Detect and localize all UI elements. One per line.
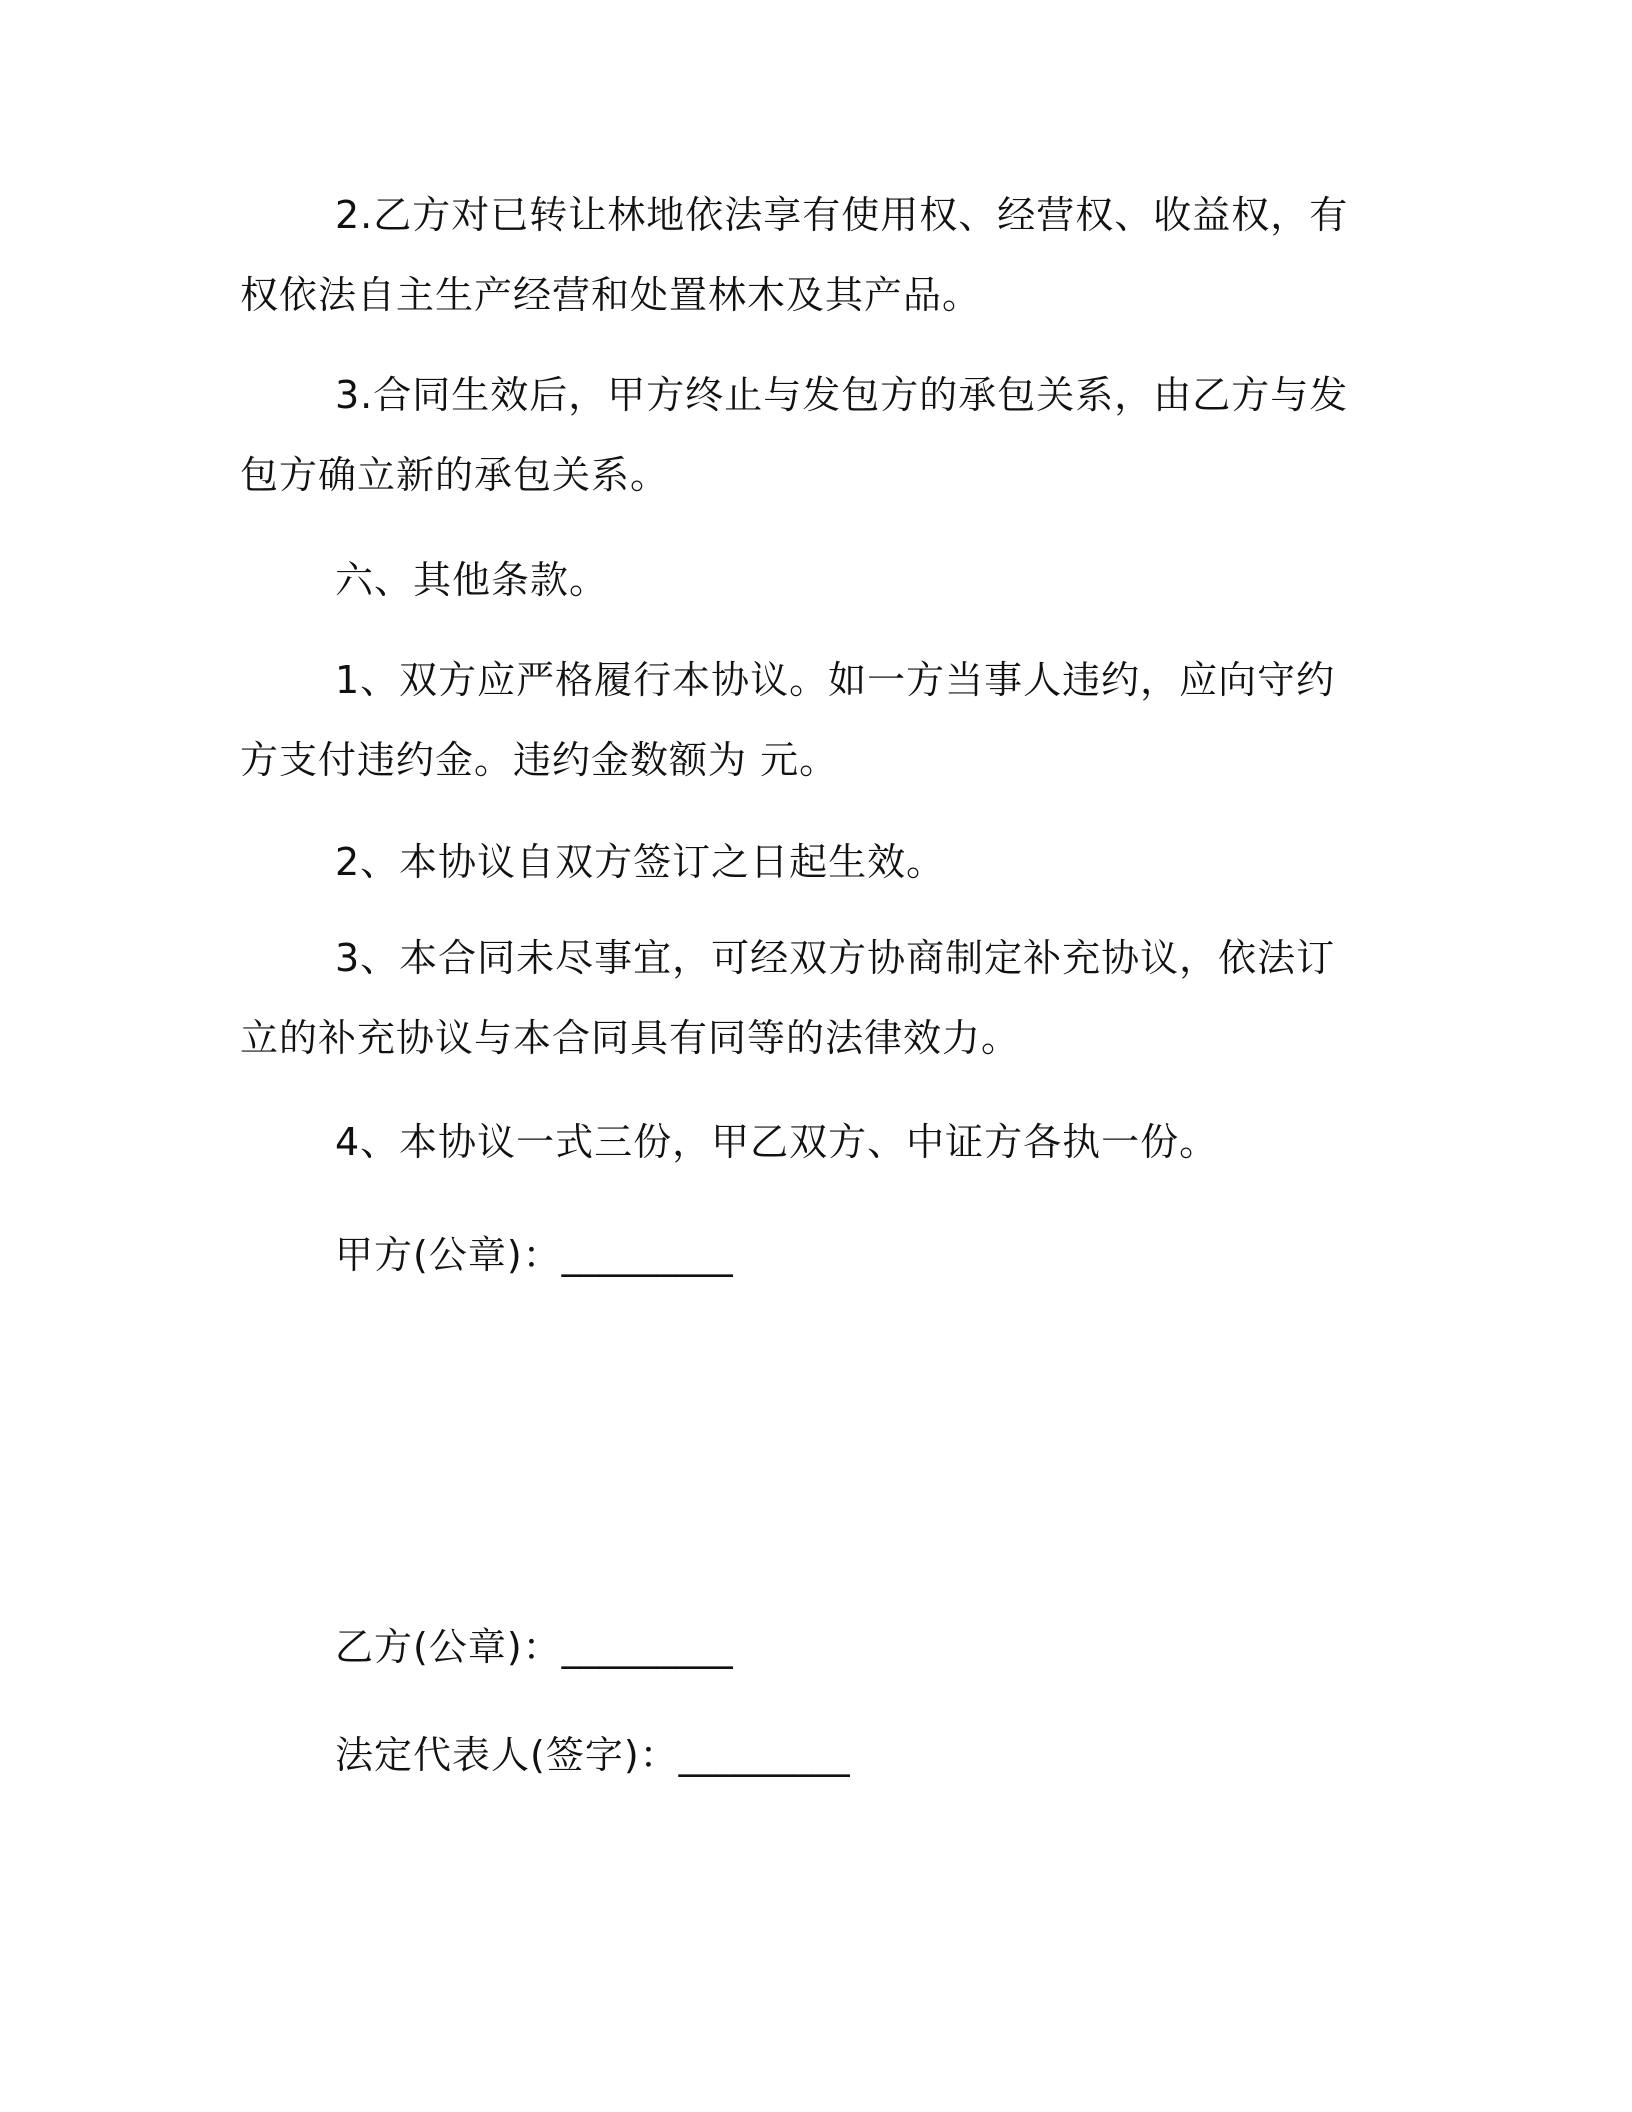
- clause-effective-date: 2、本协议自双方签订之日起生效。: [335, 840, 946, 884]
- section-heading-other-terms: 六、其他条款。: [335, 558, 609, 602]
- clause-transfer-rights: 2.乙方对已转让林地依法享有使用权、经营权、收益权，有权依法自主生产经营和处置林木及其产品。: [240, 193, 1349, 317]
- clause-copies: 4、本协议一式三份，甲乙双方、中证方各执一份。: [335, 1120, 1219, 1164]
- clause-supplementary-agreement: 3、本合同未尽事宜，可经双方协商制定补充协议，依法订立的补充协议与本合同具有同等的法律效力。: [240, 936, 1336, 1060]
- party-a-label: 甲方(公章)：: [335, 1233, 562, 1277]
- legal-rep-blank: _________: [678, 1733, 850, 1777]
- party-a-blank: _________: [561, 1233, 733, 1277]
- party-b-signature-line: [335, 1622, 733, 1672]
- clause-contract-relation: 3.合同生效后，甲方终止与发包方的承包关系，由乙方与发包方确立新的承包关系。: [240, 373, 1349, 497]
- party-a-signature-line: [335, 1230, 733, 1280]
- party-b-blank: _________: [561, 1625, 733, 1669]
- legal-rep-label: 法定代表人(签字)：: [335, 1733, 679, 1777]
- legal-rep-signature-line: [335, 1730, 850, 1780]
- party-b-label: 乙方(公章)：: [335, 1625, 562, 1669]
- clause-breach-penalty: 1、双方应严格履行本协议。如一方当事人违约，应向守约方支付违约金。违约金数额为 元。: [240, 658, 1336, 782]
